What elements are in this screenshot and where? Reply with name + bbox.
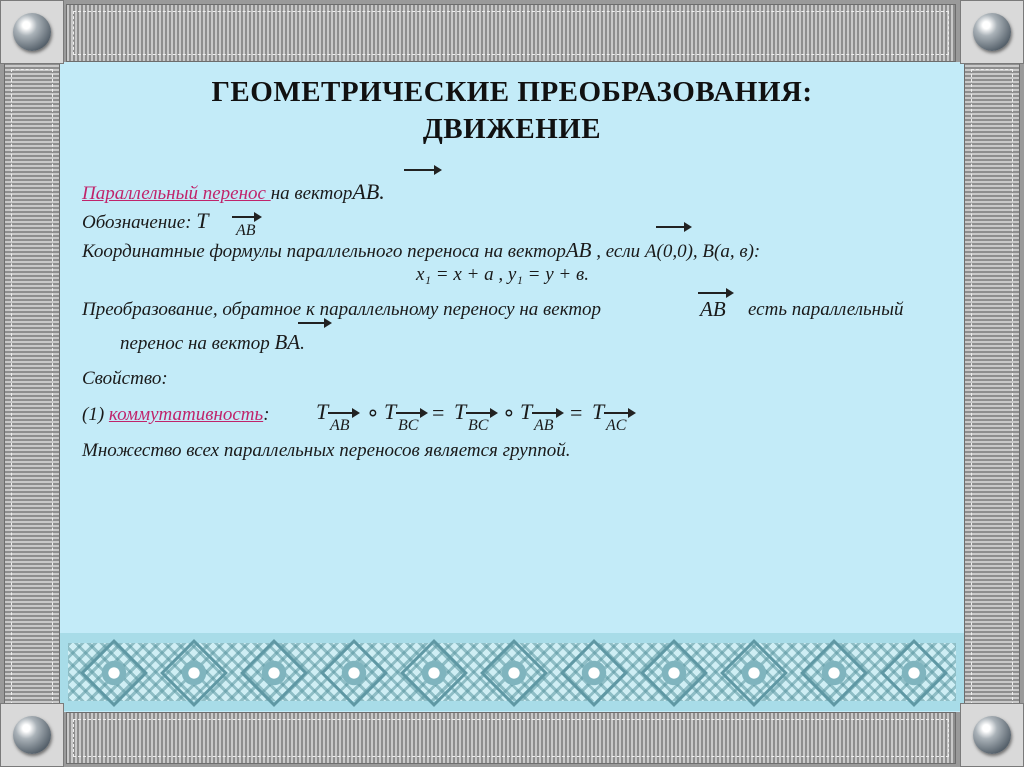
vector-arrow-icon bbox=[232, 216, 260, 218]
formulas-condition: , если А(0,0), В(а, в): bbox=[596, 241, 761, 262]
compose-symbol: ∘ bbox=[502, 400, 516, 425]
ornament-motif bbox=[320, 639, 388, 707]
corner-knob-icon bbox=[973, 716, 1011, 754]
vector-arrow-icon bbox=[698, 292, 732, 294]
line-parallel-transfer bbox=[82, 179, 385, 205]
compose-symbol: ∘ bbox=[366, 400, 380, 425]
symbol-T: T bbox=[454, 399, 467, 424]
line-notation bbox=[82, 208, 209, 234]
equals-symbol: = bbox=[570, 400, 583, 425]
vector-label: AB bbox=[700, 297, 726, 321]
corner-tl bbox=[0, 0, 64, 64]
subscript: AB bbox=[330, 417, 350, 434]
inverse-rest: есть параллельный bbox=[748, 299, 904, 320]
formula-line: x₁ = x + a , y₁ = y + в. bbox=[416, 264, 589, 285]
page-title-line2: ДВИЖЕНИЕ bbox=[422, 113, 602, 145]
frame-left bbox=[4, 62, 60, 712]
symbol-T: T bbox=[384, 399, 397, 424]
ornament-strip bbox=[60, 633, 964, 711]
slide-panel bbox=[60, 62, 964, 712]
frame-bottom bbox=[66, 712, 956, 764]
page-title: ГЕОМЕТРИЧЕСКИЕ ПРЕОБРАЗОВАНИЯ: bbox=[211, 76, 813, 108]
vector-label: AB bbox=[565, 238, 592, 262]
vector-label: BA bbox=[274, 330, 301, 354]
inverse-text-2: перенос на вектор bbox=[120, 333, 270, 354]
line-inverse bbox=[82, 299, 601, 321]
frame-right bbox=[964, 62, 1020, 712]
subscript: AB bbox=[534, 417, 554, 434]
corner-br bbox=[960, 703, 1024, 767]
ornament-motif bbox=[480, 639, 548, 707]
equals-symbol: = bbox=[432, 400, 445, 425]
corner-knob-icon bbox=[13, 716, 51, 754]
corner-bl bbox=[0, 703, 64, 767]
ornament-motif bbox=[240, 639, 308, 707]
line-coordinate-formulas bbox=[82, 238, 760, 263]
item-number: (1) bbox=[82, 404, 109, 425]
vector-arrow-icon bbox=[298, 322, 330, 324]
colon: : bbox=[263, 404, 270, 425]
subscript: BC bbox=[468, 417, 489, 434]
line-inverse-2 bbox=[120, 330, 305, 355]
symbol-T: T bbox=[316, 399, 329, 424]
vector-arrow-icon bbox=[396, 412, 426, 414]
symbol-T: T bbox=[196, 208, 209, 233]
inverse-text: Преобразование, обратное к параллельному переносу на вектор bbox=[82, 299, 602, 320]
text-on-vector: на вектор bbox=[270, 183, 353, 204]
ornament-motif bbox=[80, 639, 148, 707]
ornament-motif bbox=[800, 639, 868, 707]
symbol-T: T bbox=[592, 399, 605, 424]
corner-knob-icon bbox=[13, 13, 51, 51]
vector-arrow-icon bbox=[532, 412, 562, 414]
frame-top bbox=[66, 4, 956, 62]
ornament-motif bbox=[640, 639, 708, 707]
formulas-text: Координатные формулы параллельного переноса на вектор bbox=[82, 241, 566, 262]
term-commutativity: коммутативность bbox=[108, 404, 264, 425]
subscript: AB bbox=[236, 222, 256, 239]
period: . bbox=[300, 333, 305, 354]
corner-knob-icon bbox=[973, 13, 1011, 51]
vector-label: AB. bbox=[352, 179, 385, 204]
vector-arrow-icon bbox=[404, 169, 440, 171]
subscript: AC bbox=[606, 417, 627, 434]
property-label: Свойство: bbox=[82, 368, 168, 389]
ornament-motif bbox=[720, 639, 788, 707]
group-statement: Множество всех параллельных переносов является группой. bbox=[82, 440, 571, 461]
vector-arrow-icon bbox=[466, 412, 496, 414]
vector-arrow-icon bbox=[604, 412, 634, 414]
ornament-motif bbox=[400, 639, 468, 707]
vector-arrow-icon bbox=[656, 226, 690, 228]
notation-label: Обозначение: bbox=[82, 212, 192, 233]
corner-tr bbox=[960, 0, 1024, 64]
ornament-motif bbox=[880, 639, 948, 707]
ornament-motif bbox=[560, 639, 628, 707]
term-parallel-transfer: Параллельный перенос bbox=[82, 183, 271, 204]
ornament-motif bbox=[160, 639, 228, 707]
subscript: BC bbox=[398, 417, 419, 434]
vector-arrow-icon bbox=[328, 412, 358, 414]
symbol-T: T bbox=[520, 399, 533, 424]
line-commutativity bbox=[82, 404, 270, 426]
